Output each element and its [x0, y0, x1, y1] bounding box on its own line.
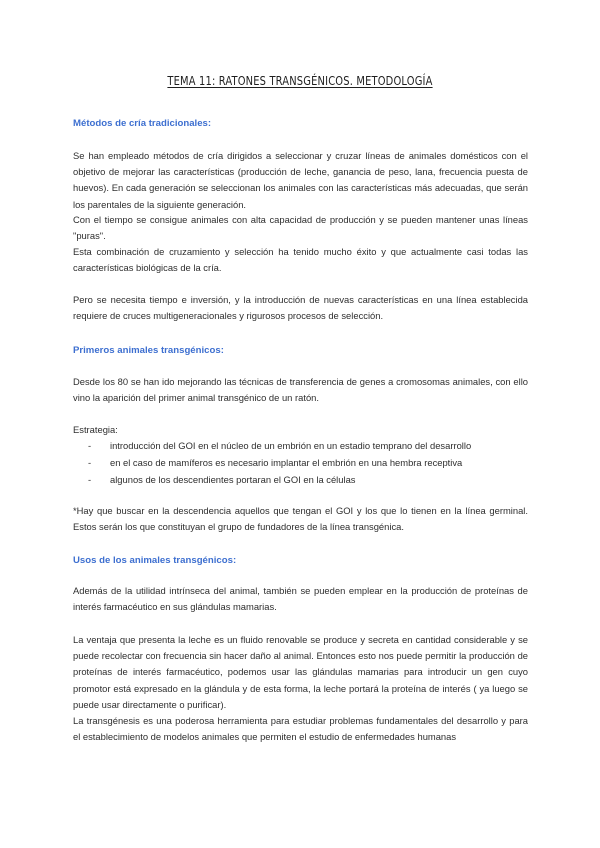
- section-heading-primeros: Primeros animales transgénicos:: [73, 345, 224, 356]
- section-heading-usos: Usos de los animales transgénicos:: [73, 555, 237, 566]
- bullet-marker: -: [88, 457, 92, 468]
- paragraph-cria-3: Esta combinación de cruzamiento y selección ha tenido mucho éxito y que actualmente casi todas las características biológicas de la cría.: [73, 246, 528, 274]
- paragraph-usos-3: La transgénesis es una poderosa herramienta para estudiar problemas fundamentales del desarrollo y para el establecimiento de modelos animales que permiten el estudio de enfermedades humanas: [73, 715, 528, 743]
- section-heading-cria: Métodos de cría tradicionales:: [73, 118, 212, 129]
- paragraph-cria-4: Pero se necesita tiempo e inversión, y la introducción de nuevas características en una línea establecida requiere de cruces multigeneracionales y rigurosos procesos de selección.: [73, 294, 528, 322]
- estrategia-label: Estrategia:: [73, 424, 118, 435]
- page-title: TEMA 11: RATONES TRANSGÉNICOS. METODOLOGÍA: [167, 73, 433, 88]
- bullet-marker: -: [88, 474, 92, 485]
- bullet-marker: -: [88, 440, 92, 451]
- list-item: introducción del GOI en el núcleo de un embrión en un estadio temprano del desarrollo: [110, 440, 472, 451]
- paragraph-cria-2: Con el tiempo se consigue animales con alta capacidad de producción y se pueden mantener unas líneas "puras".: [73, 214, 528, 242]
- paragraph-cria-1: Se han empleado métodos de cría dirigidos a seleccionar y cruzar líneas de animales domésticos con el objetivo de mejorar las características (producción de leche, ganancia de peso, lana, frecuencia puesta de huevos). En cada generación se seleccionan los animales con las características más adecuadas, que serán los parentales de la siguiente generación.: [73, 150, 528, 210]
- list-item: en el caso de mamíferos es necesario implantar el embrión en una hembra receptiva: [110, 457, 463, 468]
- paragraph-usos-2: La ventaja que presenta la leche es un fluido renovable se produce y secreta en cantidad considerable y se puede recolectar con frecuencia sin hacer daño al animal. Entonces esto nos puede permitir la producción de proteínas de interés farmacéutico, podemos usar las glándulas mamarias para introducir un gen cuyo promotor está expresado en la glándula y de esta forma, la leche portará la proteína de interés ( ya luego se puede usar directamente o purificar).: [73, 634, 528, 710]
- paragraph-primeros-1: Desde los 80 se han ido mejorando las técnicas de transferencia de genes a cromosomas animales, con ello vino la aparición del primer animal transgénico de un ratón.: [73, 376, 528, 404]
- paragraph-usos-1: Además de la utilidad intrínseca del animal, también se pueden emplear en la producción de proteínas de interés farmacéutico en sus glándulas mamarias.: [73, 585, 528, 613]
- list-item: algunos de los descendientes portaran el GOI en la células: [110, 474, 356, 485]
- note-paragraph: *Hay que buscar en la descendencia aquellos que tengan el GOI y los que lo tienen en la línea germinal. Estos serán los que constituyan el grupo de fundadores de la línea transgénica.: [73, 505, 528, 533]
